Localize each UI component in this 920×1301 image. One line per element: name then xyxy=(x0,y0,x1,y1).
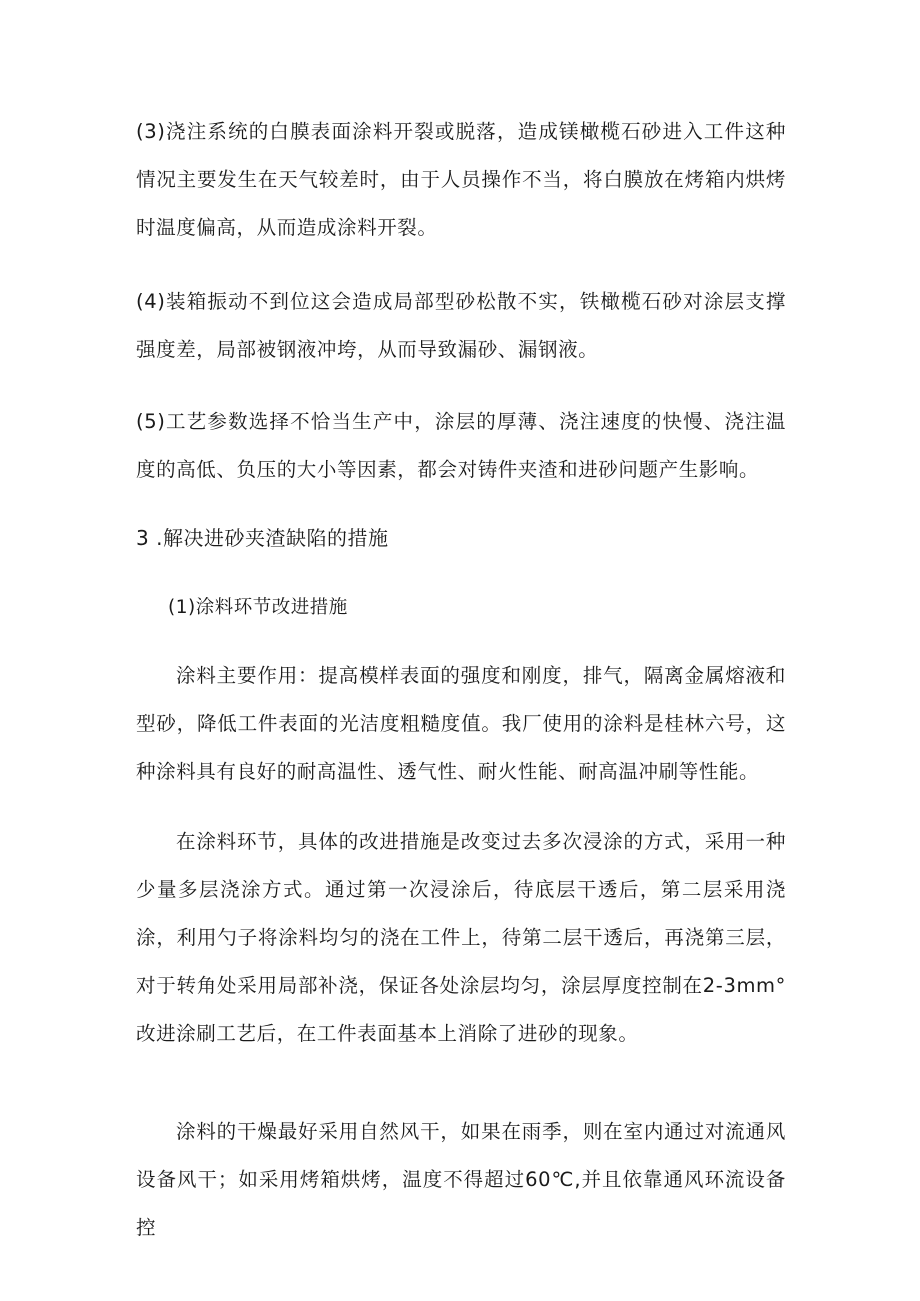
paragraph-item-5: (5)工艺参数选择不恰当生产中，涂层的厚薄、浇注速度的快慢、浇注温度的高低、负压的大小等因素，都会对铸件夹渣和进砂问题产生影响。 xyxy=(136,410,786,481)
section-heading: 3 .解决进砂夹渣缺陷的措施 xyxy=(136,526,389,550)
paragraph-item-4: (4)装箱振动不到位这会造成局部型砂松散不实，铁橄榄石砂对涂层支撑强度差，局部被钢液冲垮，从而导致漏砂、漏钢液。 xyxy=(136,290,786,361)
body-paragraph-drying: 涂料的干燥最好采用自然风干，如果在雨季，则在室内通过对流通风设备风干；如采用烤箱烘烤，温度不得超过60℃,并且依靠通风环流设备控 xyxy=(136,1120,786,1239)
body-paragraph-coating-purpose: 涂料主要作用：提高模样表面的强度和刚度，排气，隔离金属熔液和型砂，降低工件表面的光洁度粗糙度值。我厂使用的涂料是桂林六号，这种涂料具有良好的耐高温性、透气性、耐火性能、耐高温冲刷等性能。 xyxy=(136,664,786,783)
paragraph-item-3: (3)浇注系统的白膜表面涂料开裂或脱落，造成镁橄榄石砂进入工件这种情况主要发生在天气较差时，由于人员操作不当，将白膜放在烤箱内烘烤时温度偏高，从而造成涂料开裂。 xyxy=(136,120,786,239)
body-paragraph-improvement: 在涂料环节，具体的改进措施是改变过去多次浸涂的方式，采用一种少量多层浇涂方式。通过第一次浸涂后，待底层干透后，第二层采用浇涂，利用勺子将涂料均匀的浇在工件上，待第二层干透后，再浇第三层，对于转角处采用局部补浇，保证各处涂层均匀，涂层厚度控制在2-3mm°改进涂刷工艺后，在工件表面基本上消除了进砂的现象。 xyxy=(136,830,786,1045)
sub-heading: (1)涂料环节改进措施 xyxy=(168,597,348,618)
